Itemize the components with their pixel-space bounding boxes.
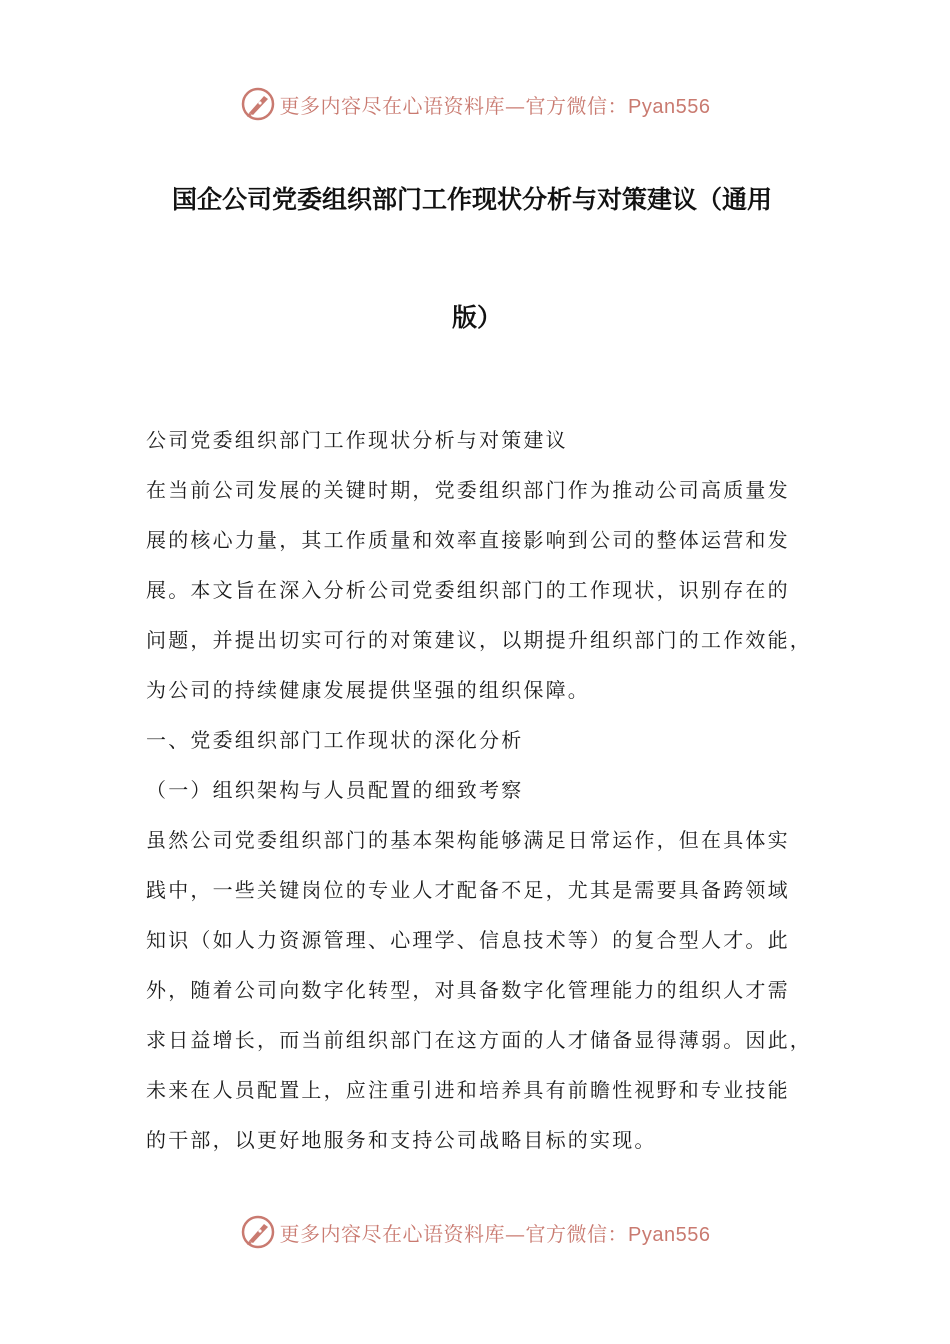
document-body xyxy=(146,415,826,1165)
footer-banner xyxy=(0,1212,950,1252)
body-line: 在当前公司发展的关键时期，党委组织部门作为推动公司高质量发 xyxy=(146,478,790,502)
document-title-line-2: 版） xyxy=(452,303,503,332)
body-line: 展的核心力量，其工作质量和效率直接影响到公司的整体运营和发 xyxy=(146,528,790,552)
body-line: 的干部，以更好地服务和支持公司战略目标的实现。 xyxy=(146,1128,657,1152)
body-line: 公司党委组织部门工作现状分析与对策建议 xyxy=(146,428,568,452)
header-banner xyxy=(0,84,950,124)
body-line: 求日益增长，而当前组织部门在这方面的人才储备显得薄弱。因此， xyxy=(146,1028,812,1052)
pen-nib-logo-icon xyxy=(240,1214,276,1250)
banner-text: 更多内容尽在心语资料库—官方微信：Pyan556 xyxy=(279,93,711,118)
body-line: 未来在人员配置上，应注重引进和培养具有前瞻性视野和专业技能 xyxy=(146,1078,790,1102)
document-title-line-1: 国企公司党委组织部门工作现状分析与对策建议（通用 xyxy=(172,185,773,214)
pen-nib-logo-icon xyxy=(240,86,276,122)
wechat-id: Pyan556 xyxy=(628,95,711,118)
body-line: 虽然公司党委组织部门的基本架构能够满足日常运作，但在具体实 xyxy=(146,828,790,852)
body-line: 为公司的持续健康发展提供坚强的组织保障。 xyxy=(146,678,590,702)
body-line: 践中，一些关键岗位的专业人才配备不足，尤其是需要具备跨领域 xyxy=(146,878,790,902)
wechat-id: Pyan556 xyxy=(628,1223,711,1246)
banner-text: 更多内容尽在心语资料库—官方微信：Pyan556 xyxy=(279,1221,711,1246)
body-line: 问题，并提出切实可行的对策建议，以期提升组织部门的工作效能， xyxy=(146,628,812,652)
body-line: 外，随着公司向数字化转型，对具备数字化管理能力的组织人才需 xyxy=(146,978,790,1002)
subsection-heading: （一）组织架构与人员配置的细致考察 xyxy=(146,778,524,802)
body-line: 展。本文旨在深入分析公司党委组织部门的工作现状，识别存在的 xyxy=(146,578,790,602)
body-line: 知识（如人力资源管理、心理学、信息技术等）的复合型人才。此 xyxy=(146,928,790,952)
section-heading: 一、党委组织部门工作现状的深化分析 xyxy=(146,728,524,752)
